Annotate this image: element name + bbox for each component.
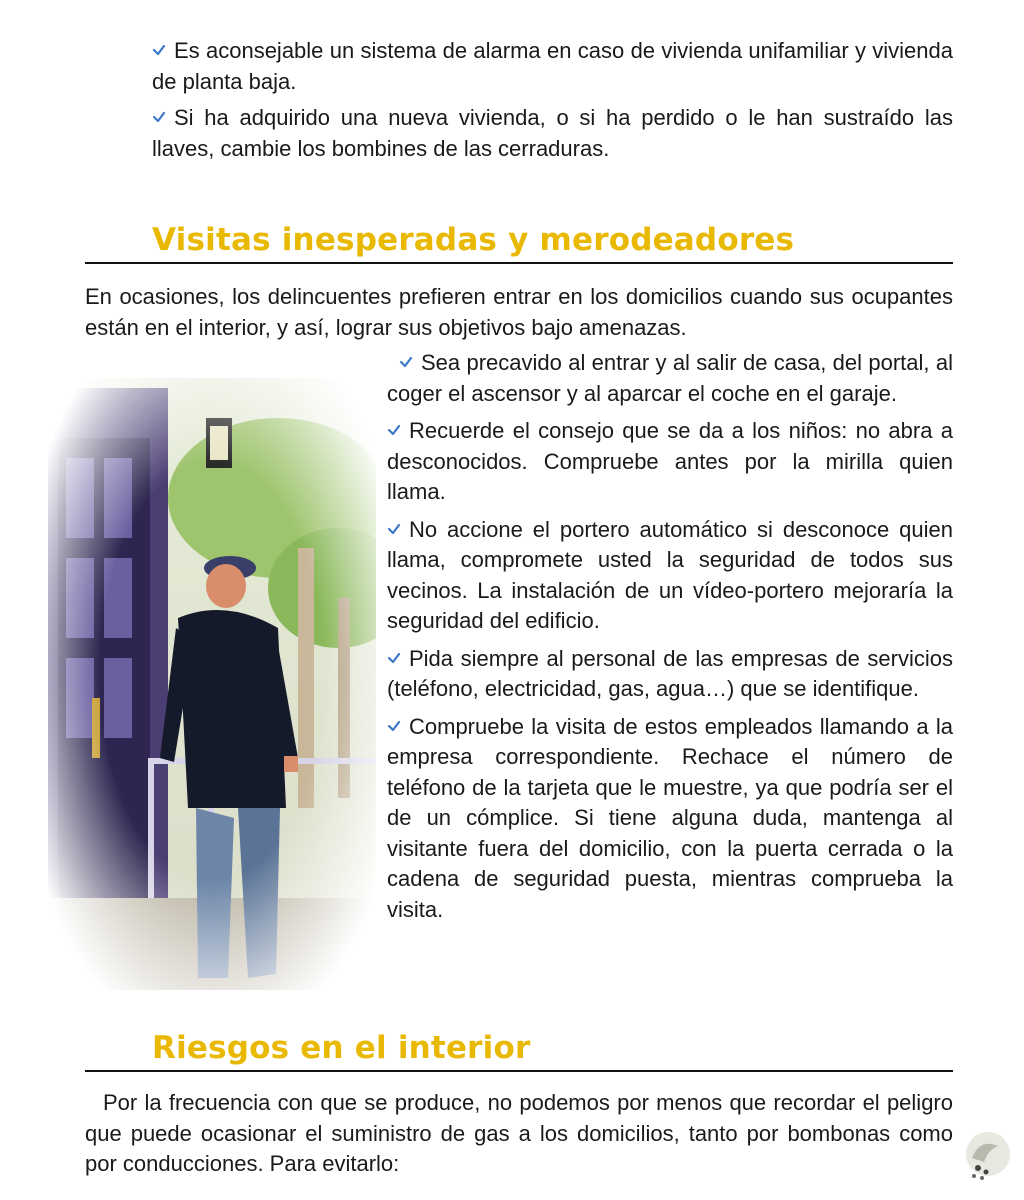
bullet-text: Recuerde el consejo que se da a los niños: no abra a desconocidos. Compruebe antes por la mirilla quien llama. bbox=[387, 418, 953, 504]
illustration-man-at-door bbox=[48, 378, 376, 990]
list-item bbox=[387, 515, 953, 637]
list-item bbox=[387, 348, 953, 409]
bullet-text: Pida siempre al personal de las empresas de servicios (teléfono, electricidad, gas, agua…) que se identifique. bbox=[387, 645, 953, 701]
bullet-text: No accione el portero automático si desconoce quien llama, compromete usted la seguridad de todos sus vecinos. La instalación de un vídeo-portero mejoraría la seguridad del edificio. bbox=[387, 516, 953, 633]
checkmark-icon bbox=[387, 522, 401, 536]
section-intro: En ocasiones, los delincuentes prefieren entrar en los domicilios cuando sus ocupantes están en el interior, y así, lograr sus objetivos bajo amenazas. bbox=[85, 284, 953, 340]
bullet-text: Si ha adquirido una nueva vivienda, o si ha perdido o le han sustraído las llaves, cambie los bombines de las cerraduras. bbox=[152, 105, 953, 161]
bullet-text: Compruebe la visita de estos empleados llamando a la empresa correspondiente. Rechace el número de teléfono de la tarjeta que le muestre, ya que podría ser el de un cómplice. Si tiene alguna duda, mantenga al visitante fuera del domicilio, con la puerta cerrada o la cadena de seguridad puesta, mientras comprueba la visita. bbox=[387, 713, 953, 922]
bullet-text: Sea precavido al entrar y al salir de casa, del portal, al coger el ascensor y al aparcar el coche en el garaje. bbox=[387, 350, 953, 406]
list-item bbox=[387, 644, 953, 705]
section1-bullet-list bbox=[387, 348, 953, 932]
top-bullet-list bbox=[152, 36, 953, 170]
section-divider bbox=[85, 262, 953, 264]
section-intro: Por la frecuencia con que se produce, no podemos por menos que recordar el peligro que puede ocasionar el suministro de gas a los domicilios, tanto por bombonas como por conducciones. Para evitarlo: bbox=[85, 1090, 953, 1176]
checkmark-icon bbox=[152, 110, 166, 124]
section-title-visitas: Visitas inesperadas y merodeadores bbox=[152, 222, 795, 258]
checkmark-icon bbox=[387, 719, 401, 733]
list-item bbox=[152, 103, 953, 164]
list-item bbox=[152, 36, 953, 97]
checkmark-icon bbox=[152, 43, 166, 57]
section-divider bbox=[85, 1070, 953, 1072]
checkmark-icon bbox=[387, 651, 401, 665]
section-title-riesgos: Riesgos en el interior bbox=[152, 1030, 531, 1066]
footer-logo-icon bbox=[958, 1128, 1012, 1188]
checkmark-icon bbox=[387, 423, 401, 437]
list-item bbox=[387, 416, 953, 508]
checkmark-icon bbox=[399, 355, 413, 369]
bullet-text: Es aconsejable un sistema de alarma en caso de vivienda unifamiliar y vivienda de planta baja. bbox=[152, 38, 953, 94]
list-item bbox=[387, 712, 953, 926]
